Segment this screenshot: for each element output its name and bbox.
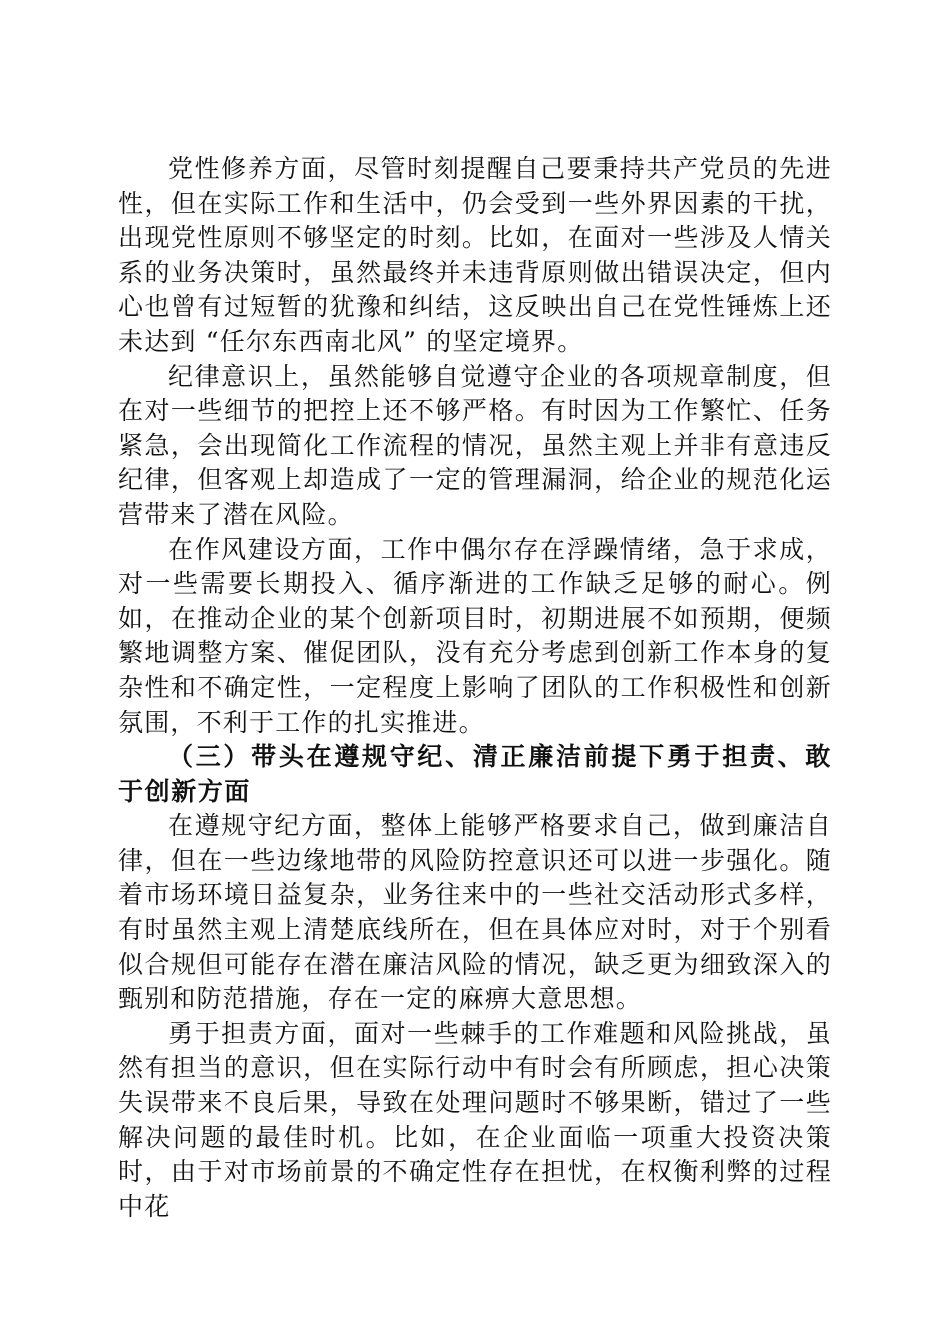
paragraph-discipline: 纪律意识上，虽然能够自觉遵守企业的各项规章制度，但在对一些细节的把控上还不够严格。有时因为工作繁忙、任务紧急，会出现简化工作流程的情况，虽然主观上并非有意违反纪律，但客观上却造成了一定的管理漏洞，给企业的规范化运营带来了潜在风险。 xyxy=(118,361,832,529)
paragraph-compliance: 在遵规守纪方面，整体上能够严格要求自己，做到廉洁自律，但在一些边缘地带的风险防控意识还可以进一步强化。随着市场环境日益复杂，业务往来中的一些社交活动形式多样，有时虽然主观上清楚底线所在，但在具体应对时，对于个别看似合规但可能存在潜在廉洁风险的情况，缺乏更为细致深入的甄别和防范措施，存在一定的麻痹大意思想。 xyxy=(118,811,832,1014)
section-heading: （三）带头在遵规守纪、清正廉洁前提下勇于担责、敢于创新方面 xyxy=(118,742,832,806)
paragraph-work-style: 在作风建设方面，工作中偶尔存在浮躁情绪，急于求成，对一些需要长期投入、循序渐进的工作缺乏足够的耐心。例如，在推动企业的某个创新项目时，初期进展不如预期，便频繁地调整方案、催促团队，没有充分考虑到创新工作本身的复杂性和不确定性，一定程度上影响了团队的工作积极性和创新氛围，不利于工作的扎实推进。 xyxy=(118,534,832,737)
paragraph-party-spirit: 党性修养方面，尽管时刻提醒自己要秉持共产党员的先进性，但在实际工作和生活中，仍会受到一些外界因素的干扰，出现党性原则不够坚定的时刻。比如，在面对一些涉及人情关系的业务决策时，虽然最终并未违背原则做出错误决定，但内心也曾有过短暂的犹豫和纠结，这反映出自己在党性锤炼上还未达到 “任尔东西南北风” 的坚定境界。 xyxy=(118,154,832,356)
paragraph-responsibility: 勇于担责方面，面对一些棘手的工作难题和风险挑战，虽然有担当的意识，但在实际行动中有时会有所顾虑，担心决策失误带来不良后果，导致在处理问题时不够果断，错过了一些解决问题的最佳时机。比如，在企业面临一项重大投资决策时，由于对市场前景的不确定性存在担忧，在权衡利弊的过程中花 xyxy=(118,1018,832,1221)
document-body xyxy=(118,152,832,1224)
